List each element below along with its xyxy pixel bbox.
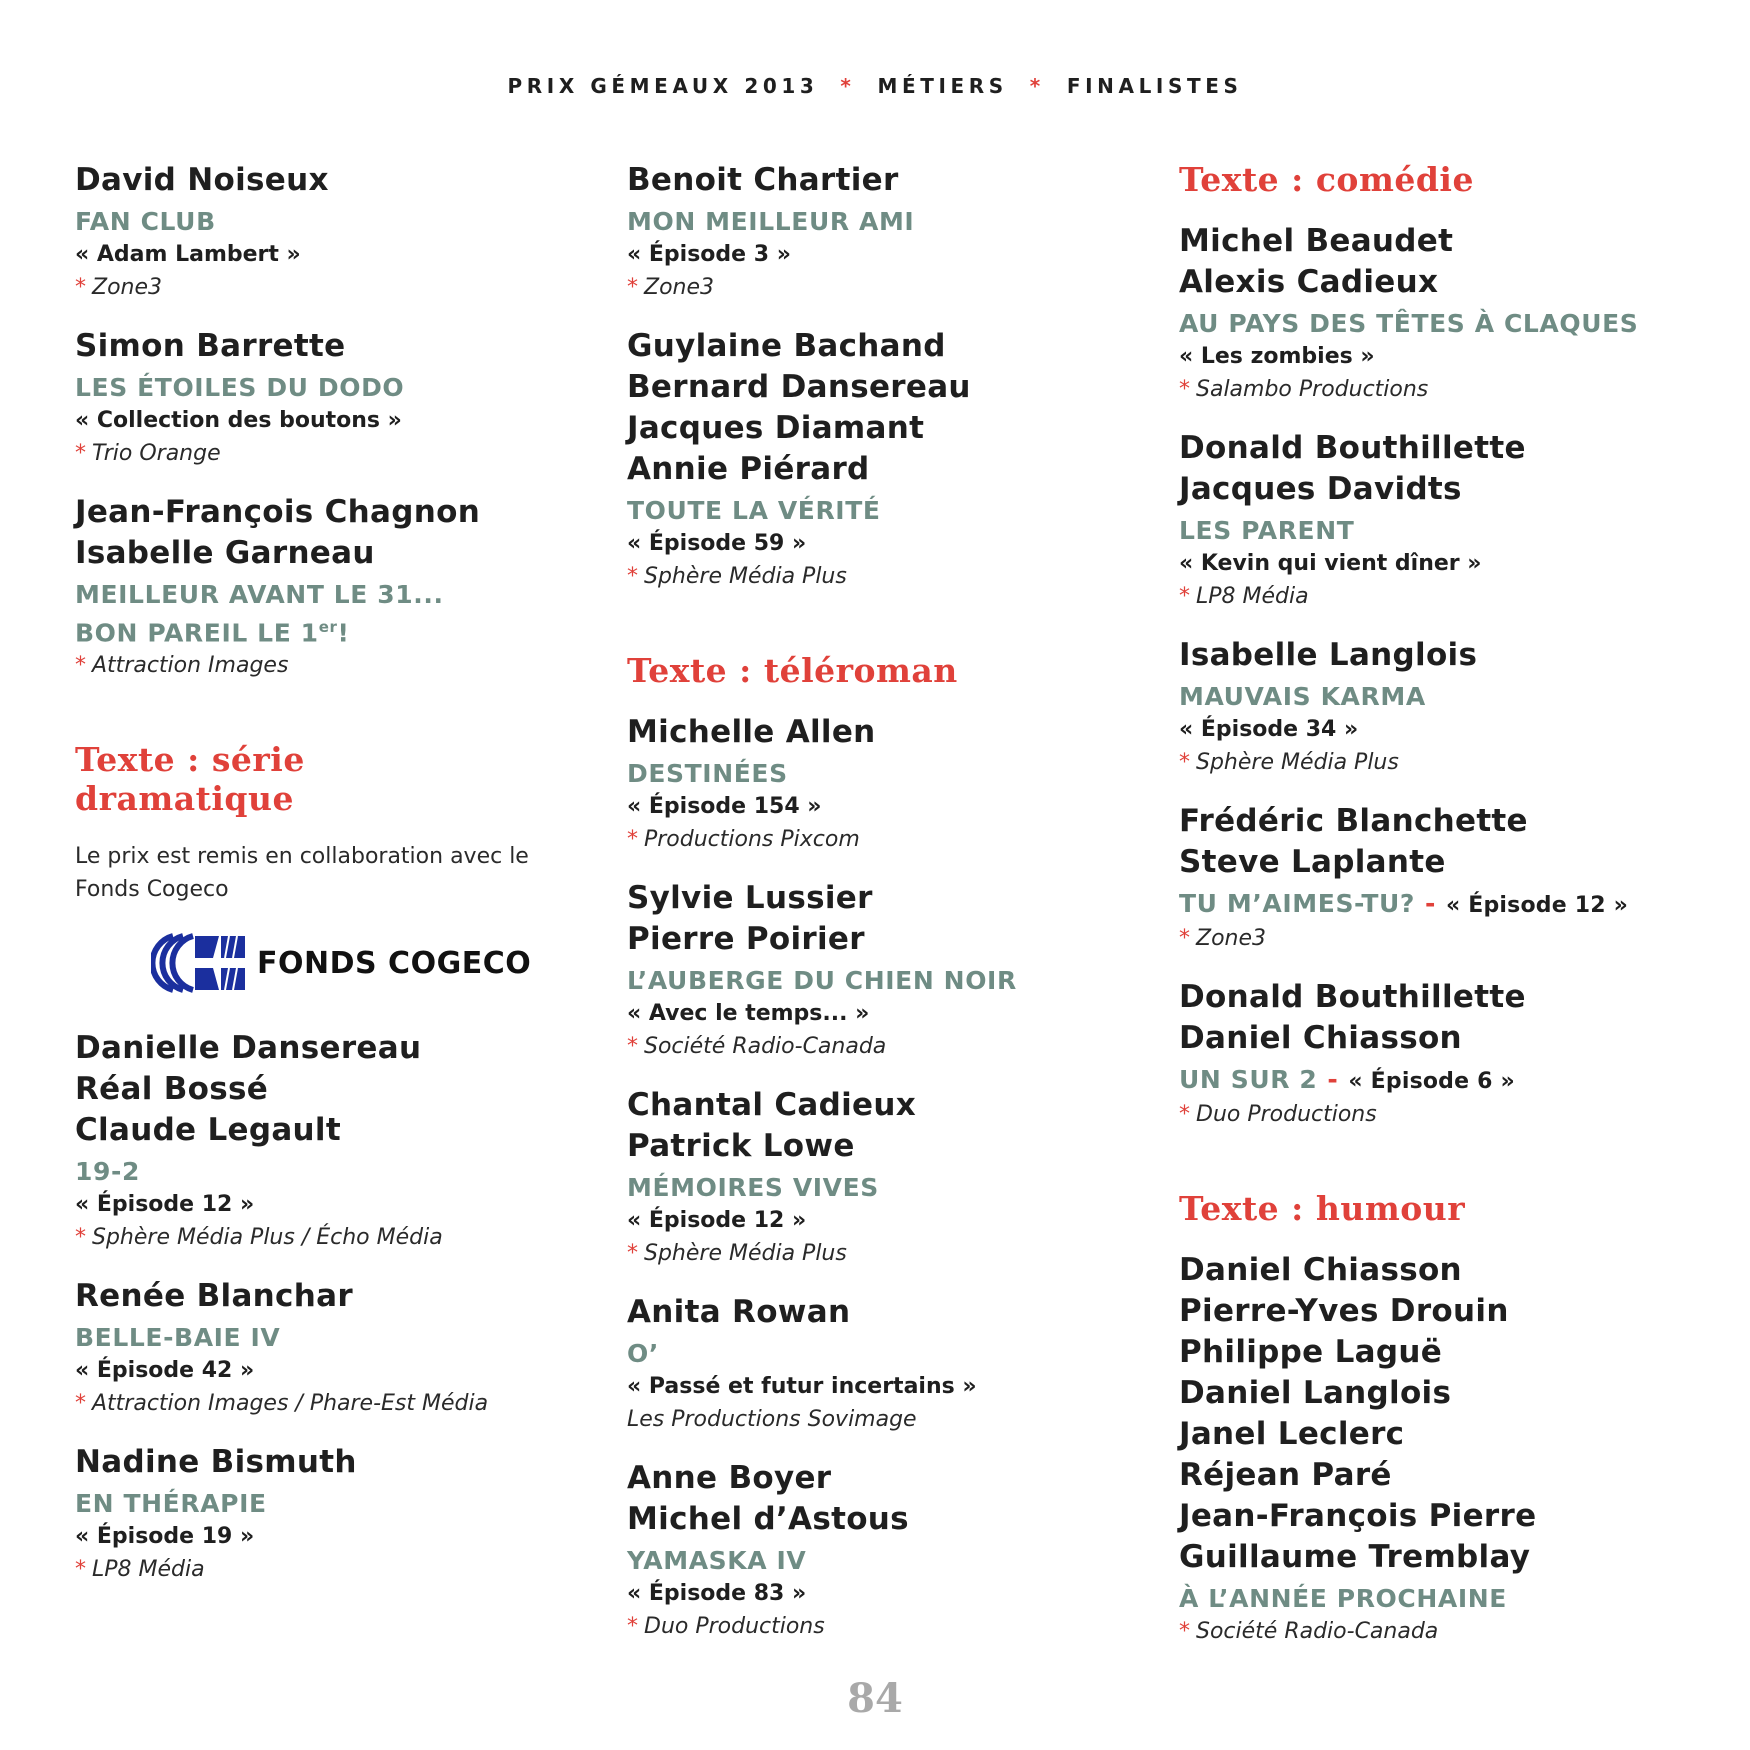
finalist-entry: [627, 1085, 1097, 1270]
show-title: AU PAYS DES TÊTES À CLAQUES: [1179, 309, 1639, 338]
producer-name: Attraction Images: [92, 653, 289, 679]
finalist-name: Danielle Dansereau: [75, 1030, 422, 1067]
show-title: [1179, 887, 1719, 922]
col1-top-entries: [75, 160, 545, 682]
finalist-entry: [1179, 801, 1719, 955]
producer-credit: [75, 1221, 545, 1254]
finalist-names: [627, 878, 1097, 960]
finalist-name: Jacques Davidts: [1179, 471, 1462, 507]
header-star-1: *: [840, 74, 856, 98]
episode-title: « Épisode 12 »: [627, 1208, 807, 1233]
finalist-name: Isabelle Garneau: [75, 535, 375, 571]
finalist-entry: [627, 160, 1097, 304]
col1-bottom-entries: [75, 1028, 545, 1586]
show-title-text: BON PAREIL LE 1: [75, 618, 319, 648]
show-title: [1179, 1063, 1719, 1098]
column-1: [75, 160, 545, 1608]
finalist-entry: [1179, 221, 1719, 406]
episode-title: « Passé et futur incertains »: [627, 1374, 977, 1399]
producer-name: Duo Productions: [1196, 1102, 1377, 1127]
finalist-names: [75, 1442, 545, 1483]
episode-title: « Épisode 34 »: [1179, 717, 1359, 742]
show-title: LES PARENT: [1179, 516, 1355, 545]
finalist-name: Donald Bouthillette: [1179, 979, 1526, 1015]
finalist-name: Isabelle Langlois: [1179, 637, 1478, 673]
show-title: YAMASKA IV: [627, 1546, 807, 1575]
finalist-entry: [1179, 428, 1719, 613]
episode-title: « Épisode 6 »: [1348, 1069, 1515, 1094]
producer-name: Sphère Média Plus / Écho Média: [92, 1225, 443, 1251]
star-icon: *: [1179, 584, 1190, 609]
col3-top-entries: [1179, 221, 1719, 1131]
star-icon: *: [75, 653, 86, 679]
finalist-entry: [627, 878, 1097, 1063]
header-part-3: FINALISTES: [1066, 74, 1243, 98]
finalist-name: Guylaine Bachand: [627, 328, 946, 364]
producer-credit: [75, 437, 545, 470]
finalist-name: Frédéric Blanchette: [1179, 803, 1528, 839]
star-icon: *: [1179, 1102, 1190, 1127]
finalist-name: Anne Boyer: [627, 1460, 832, 1496]
producer-credit: [627, 823, 1097, 856]
finalist-name: Daniel Chiasson: [1179, 1252, 1462, 1288]
finalist-entry: [627, 712, 1097, 856]
show-title-end: !: [337, 618, 350, 648]
finalist-name: Pierre Poirier: [627, 921, 865, 957]
finalist-names: [1179, 635, 1719, 676]
finalist-name: Patrick Lowe: [627, 1128, 855, 1164]
finalist-entry: [75, 1442, 545, 1586]
finalist-name: Jean-François Pierre: [1179, 1498, 1537, 1534]
finalist-name: Simon Barrette: [75, 328, 346, 364]
episode-title: « Adam Lambert »: [75, 242, 301, 267]
finalist-entry: [1179, 635, 1719, 779]
finalist-entry: [627, 1458, 1097, 1643]
episode-title: « Épisode 59 »: [627, 531, 807, 556]
finalist-name: Daniel Langlois: [1179, 1375, 1452, 1411]
finalist-names: [1179, 221, 1719, 303]
star-icon: *: [627, 275, 638, 300]
show-title-superscript: er: [318, 618, 338, 636]
finalist-names: [75, 1028, 545, 1151]
producer-credit: [1179, 580, 1719, 613]
episode-title: « Épisode 83 »: [627, 1581, 807, 1606]
producer-credit: [75, 1387, 545, 1420]
finalist-name: Jacques Diamant: [627, 410, 925, 446]
section-title-humour: Texte : humour: [1179, 1189, 1466, 1228]
producer-name: Société Radio-Canada: [1196, 1619, 1439, 1644]
show-title-line-2: [75, 611, 545, 649]
star-icon: *: [627, 1034, 638, 1059]
header-star-2: *: [1029, 74, 1045, 98]
episode-title: « Les zombies »: [1179, 344, 1375, 369]
episode-title: « Kevin qui vient dîner »: [1179, 551, 1482, 576]
star-icon: *: [1179, 377, 1190, 402]
column-3: [1179, 160, 1719, 1670]
show-title: À L’ANNÉE PROCHAINE: [1179, 1584, 1507, 1613]
producer-credit: [75, 271, 545, 304]
star-icon: *: [75, 275, 86, 300]
star-icon: *: [75, 441, 86, 466]
show-title: MON MEILLEUR AMI: [627, 207, 915, 236]
finalist-name: Alexis Cadieux: [1179, 264, 1439, 300]
star-icon: *: [627, 827, 638, 852]
finalist-entry: [627, 326, 1097, 593]
finalist-names: [627, 1292, 1097, 1333]
col2-top-entries: [627, 160, 1097, 593]
show-title-text: UN SUR 2: [1179, 1065, 1318, 1094]
episode-title: « Épisode 154 »: [627, 794, 822, 819]
finalist-names: [627, 712, 1097, 753]
finalist-name: Chantal Cadieux: [627, 1087, 917, 1123]
producer-name: LP8 Média: [92, 1557, 205, 1583]
finalist-names: [75, 492, 545, 574]
show-separator: -: [1327, 1065, 1339, 1094]
episode-title: « Collection des boutons »: [75, 408, 402, 433]
finalist-name: Nadine Bismuth: [75, 1444, 357, 1481]
show-title: BELLE-BAIE IV: [75, 1323, 281, 1353]
finalist-entry: [75, 160, 545, 304]
producer-credit: [627, 271, 1097, 304]
finalist-name: Anita Rowan: [627, 1294, 851, 1330]
show-title: L’AUBERGE DU CHIEN NOIR: [627, 966, 1017, 995]
producer-name: Trio Orange: [92, 441, 221, 466]
show-title-text: TU M’AIMES-TU?: [1179, 889, 1415, 918]
producer-name: Attraction Images / Phare-Est Média: [92, 1391, 489, 1417]
show-title: EN THÉRAPIE: [75, 1489, 267, 1519]
finalist-name: David Noiseux: [75, 162, 329, 198]
producer-name: Société Radio-Canada: [644, 1034, 887, 1059]
finalist-name: Guillaume Tremblay: [1179, 1539, 1531, 1575]
star-icon: *: [75, 1557, 86, 1583]
star-icon: *: [75, 1225, 86, 1251]
show-separator: -: [1425, 889, 1436, 918]
producer-credit: [1179, 1098, 1719, 1131]
episode-title: « Épisode 42 »: [75, 1358, 255, 1384]
section-title-line-1: Texte : série: [75, 740, 305, 780]
finalist-name: Benoit Chartier: [627, 162, 899, 198]
logo-text: FONDS COGECO: [257, 945, 532, 981]
show-title: FAN CLUB: [75, 207, 216, 236]
finalist-names: [75, 326, 545, 367]
producer-name: Duo Productions: [644, 1614, 825, 1639]
page-number: 84: [847, 1675, 903, 1722]
col3-bottom-entries: [1179, 1250, 1719, 1648]
finalist-entry: [627, 1292, 1097, 1436]
col2-bottom-entries: [627, 712, 1097, 1643]
finalist-name: Claude Legault: [75, 1112, 341, 1149]
finalist-name: Jean-François Chagnon: [75, 494, 481, 530]
finalist-name: Bernard Dansereau: [627, 369, 971, 405]
finalist-names: [1179, 977, 1719, 1059]
star-icon: *: [627, 1614, 638, 1639]
star-icon: *: [1179, 926, 1190, 951]
producer-name: Zone3: [1196, 926, 1267, 951]
show-title: TOUTE LA VÉRITÉ: [627, 496, 881, 525]
header-part-2: MÉTIERS: [877, 74, 1008, 98]
finalist-names: [627, 1085, 1097, 1167]
producer-credit: [1179, 922, 1719, 955]
finalist-names: [627, 1458, 1097, 1540]
producer-credit: [1179, 1615, 1719, 1648]
episode-title: « Avec le temps... »: [627, 1001, 870, 1026]
episode-title: « Épisode 3 »: [627, 242, 791, 267]
finalist-names: [75, 160, 545, 201]
section-title-line-2: dramatique: [75, 779, 294, 819]
star-icon: *: [1179, 1619, 1190, 1644]
producer-credit: [1179, 746, 1719, 779]
show-title: 19-2: [75, 1157, 140, 1187]
star-icon: *: [627, 1241, 638, 1266]
finalist-name: Sylvie Lussier: [627, 880, 873, 916]
sponsor-intro: Le prix est remis en collaboration avec le Fonds Cogeco: [75, 844, 529, 903]
producer-credit: [1179, 373, 1719, 406]
fonds-cogeco-logo: [151, 928, 545, 998]
finalist-names: [75, 1276, 545, 1317]
finalist-names: [1179, 801, 1719, 883]
show-title: DESTINÉES: [627, 759, 788, 788]
producer-name: Zone3: [92, 275, 163, 300]
show-title-line-1: MEILLEUR AVANT LE 31...: [75, 580, 444, 609]
page-header: [0, 74, 1750, 98]
finalist-name: Michel Beaudet: [1179, 223, 1454, 259]
finalist-names: [1179, 428, 1719, 510]
finalist-name: Daniel Chiasson: [1179, 1020, 1462, 1056]
producer-name: Sphère Média Plus: [1196, 750, 1399, 775]
finalist-name: Janel Leclerc: [1179, 1416, 1405, 1452]
finalist-entry: [75, 1028, 545, 1254]
producer-name: Sphère Média Plus: [644, 564, 847, 589]
finalist-entry: [75, 326, 545, 470]
producer-credit: [627, 560, 1097, 593]
star-icon: *: [75, 1391, 86, 1417]
episode-title: « Épisode 19 »: [75, 1524, 255, 1550]
header-part-1: PRIX GÉMEAUX 2013: [507, 74, 819, 98]
finalist-name: Renée Blanchar: [75, 1278, 353, 1315]
finalist-names: [627, 160, 1097, 201]
episode-title: « Épisode 12 »: [1445, 893, 1628, 918]
producer-credit: [627, 1237, 1097, 1270]
producer-credit: [75, 649, 545, 682]
finalist-name: Michelle Allen: [627, 714, 876, 750]
producer-name: Zone3: [644, 275, 715, 300]
producer-name: Sphère Média Plus: [644, 1241, 847, 1266]
finalist-name: Annie Piérard: [627, 451, 870, 487]
producer-name: Salambo Productions: [1196, 377, 1429, 402]
star-icon: *: [1179, 750, 1190, 775]
finalist-entry: [75, 492, 545, 682]
show-title: O’: [627, 1339, 659, 1368]
cogeco-mark-icon: [151, 932, 249, 994]
finalist-name: Réjean Paré: [1179, 1457, 1392, 1493]
producer-credit: [627, 1403, 1097, 1436]
finalist-name: Donald Bouthillette: [1179, 430, 1526, 466]
finalist-name: Réal Bossé: [75, 1071, 269, 1108]
episode-title: « Épisode 12 »: [75, 1192, 255, 1218]
producer-name: Les Productions Sovimage: [627, 1407, 917, 1432]
section-title-comedie: Texte : comédie: [1179, 160, 1474, 199]
section-title-serie-dramatique: [75, 740, 545, 818]
producer-name: Productions Pixcom: [644, 827, 860, 852]
finalist-entry: [1179, 977, 1719, 1131]
producer-credit: [627, 1610, 1097, 1643]
finalist-entry: [1179, 1250, 1719, 1648]
show-title: MÉMOIRES VIVES: [627, 1173, 879, 1202]
finalist-names: [627, 326, 1097, 490]
finalist-entry: [75, 1276, 545, 1420]
producer-name: LP8 Média: [1196, 584, 1309, 609]
finalist-name: Steve Laplante: [1179, 844, 1446, 880]
finalist-names: [1179, 1250, 1719, 1578]
star-icon: *: [627, 564, 638, 589]
finalist-name: Philippe Laguë: [1179, 1334, 1443, 1370]
show-title: LES ÉTOILES DU DODO: [75, 373, 405, 402]
section-title-teleroman: Texte : téléroman: [627, 651, 958, 690]
show-title: MAUVAIS KARMA: [1179, 682, 1426, 711]
column-2: [627, 160, 1097, 1665]
finalist-name: Michel d’Astous: [627, 1501, 909, 1537]
producer-credit: [75, 1553, 545, 1586]
finalist-name: Pierre-Yves Drouin: [1179, 1293, 1509, 1329]
producer-credit: [627, 1030, 1097, 1063]
